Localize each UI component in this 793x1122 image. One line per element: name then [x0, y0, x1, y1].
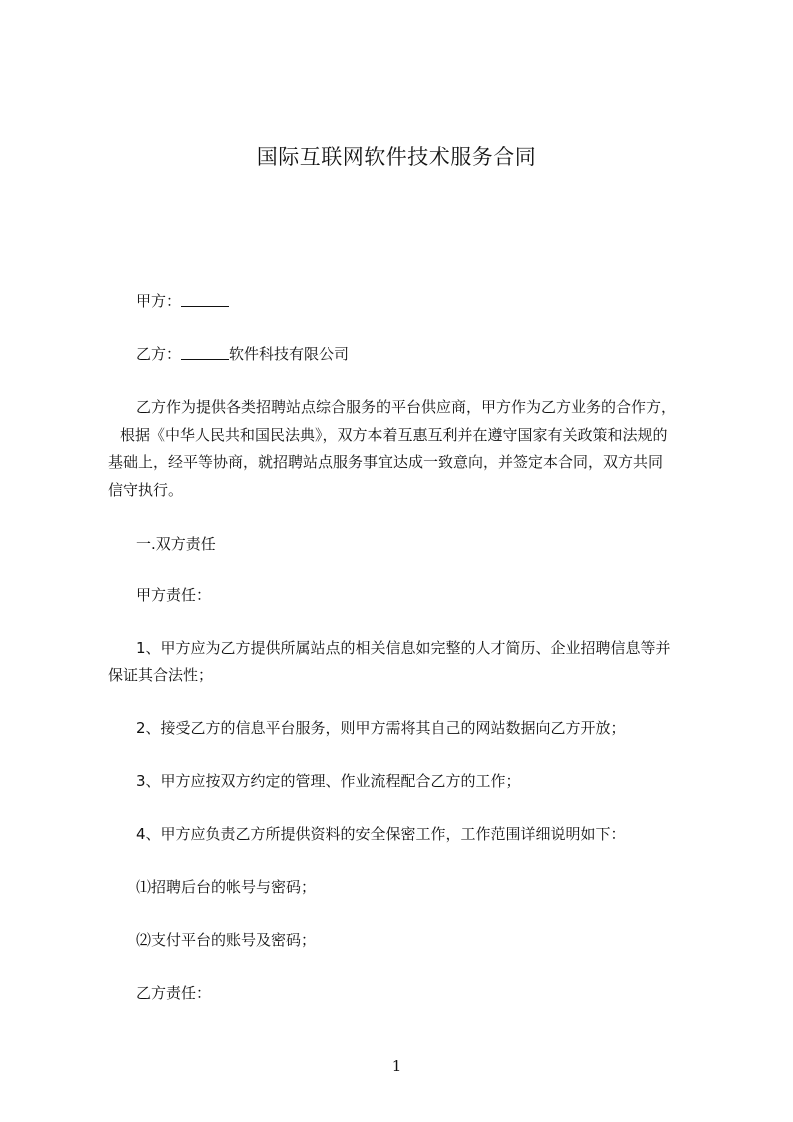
preamble-line-3: 基础上，经平等协商，就招聘站点服务事宜达成一致意向，并签定本合同，双方共同	[108, 453, 664, 471]
duty-3: 3、甲方应按双方约定的管理、作业流程配合乙方的工作；	[136, 772, 521, 790]
party-a-duties-heading: 甲方责任：	[136, 586, 212, 604]
party-a-blank	[181, 291, 229, 307]
sub-item-2: ⑵支付平台的账号及密码；	[136, 931, 317, 949]
party-b-line	[136, 344, 349, 364]
duty-4: 4、甲方应负责乙方所提供资料的安全保密工作，工作范围详细说明如下：	[136, 825, 626, 843]
document-title: 国际互联网软件技术服务合同	[256, 145, 537, 169]
preamble-line-4: 信守执行。	[108, 481, 184, 499]
party-a-label: 甲方：	[136, 292, 182, 310]
party-b-label: 乙方：	[136, 345, 182, 363]
page-number: 1	[391, 1057, 402, 1075]
preamble-line-2: 根据《中华人民共和国民法典》，双方本着互惠互利并在遵守国家有关政策和法规的	[120, 426, 668, 444]
preamble-line-1: 乙方作为提供各类招聘站点综合服务的平台供应商，甲方作为乙方业务的合作方，	[136, 398, 677, 416]
duty-2: 2、接受乙方的信息平台服务，则甲方需将其自己的网站数据向乙方开放；	[136, 719, 626, 737]
party-b-name: 软件科技有限公司	[229, 345, 350, 363]
duty-1-line-2: 保证其合法性；	[108, 666, 214, 684]
party-a-line	[136, 291, 229, 311]
duty-1-line-1: 1、甲方应为乙方提供所属站点的相关信息如完整的人才简历、企业招聘信息等并	[136, 639, 671, 657]
party-b-blank	[181, 344, 229, 360]
party-b-duties-heading: 乙方责任：	[136, 984, 212, 1002]
section-1-heading: 一.双方责任	[136, 535, 216, 553]
sub-item-1: ⑴招聘后台的帐号与密码；	[136, 878, 317, 896]
